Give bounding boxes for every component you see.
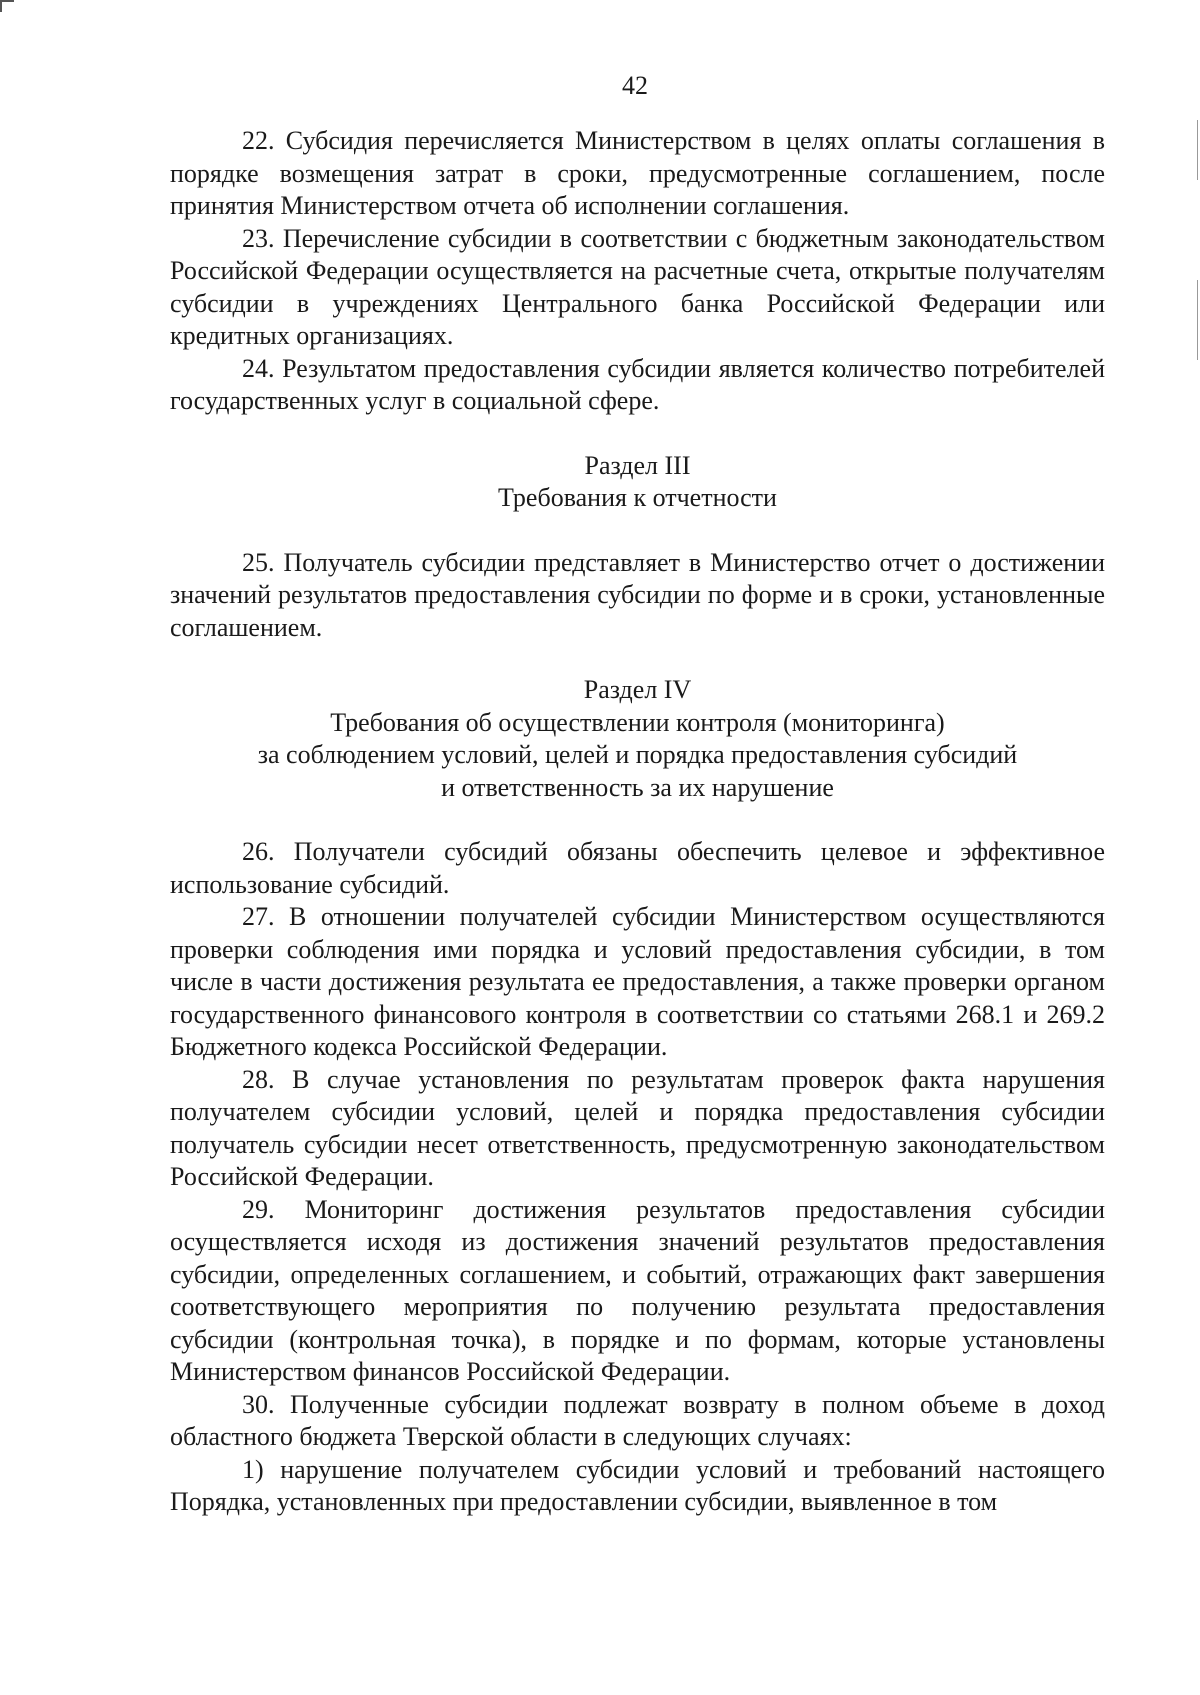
spacer	[170, 418, 1105, 450]
spacer	[170, 644, 1105, 674]
paragraph-30: 30. Полученные субсидии подлежат возврату в полном объеме в доход областного бюджета Тверской области в следующих случаях:	[170, 1389, 1105, 1451]
scan-edge-line	[1197, 120, 1198, 180]
paragraph-22: 22. Субсидия перечисляется Министерством в целях оплаты соглашения в порядке возмещения затрат в сроки, предусмотренные соглашением, после принятия Министерством отчета об исполнении соглашения.	[170, 126, 1105, 220]
paragraph-26: 26. Получатели субсидий обязаны обеспечить целевое и эффективное использование субсидий.	[170, 837, 1105, 899]
scan-edge-line	[1197, 280, 1198, 360]
page-number: 42	[622, 71, 648, 100]
paragraph-28: 28. В случае установления по результатам проверок факта нарушения получателем субсидии условий, целей и порядка предоставления субсидии получатель субсидии несет ответственность, предусмотренную законодательством Российской Федерации.	[170, 1064, 1105, 1191]
paragraph-25: 25. Получатель субсидии представляет в Министерство отчет о достижении значений результатов предоставления субсидии по форме и в сроки, установленные соглашением.	[170, 547, 1105, 642]
section-4-number: Раздел IV	[583, 675, 692, 704]
paragraph-30-item-1: 1) нарушение получателем субсидии условий и требований настоящего Порядка, установленных при предоставлении субсидии, выявленное в том	[170, 1454, 1105, 1516]
spacer	[170, 515, 1105, 547]
paragraph-27: 27. В отношении получателей субсидии Министерством осуществляются проверки соблюдения ими порядка и условий предоставления субсидии, в том числе в части достижения результата ее предоставления, а также проверки органом государственного финансового контроля в соответствии со статьями 268.1 и 269.2 Бюджетного кодекса Российской Федерации.	[170, 902, 1105, 1061]
scan-corner-mark	[0, 0, 14, 12]
document-body	[170, 125, 1105, 1519]
section-4-title-line2: за соблюдением условий, целей и порядка предоставления субсидий	[257, 740, 1018, 769]
section-4-title-line3: и ответственность за их нарушение	[441, 772, 834, 802]
paragraph-29: 29. Мониторинг достижения результатов предоставления субсидии осуществляется исходя из достижения значений результатов предоставления субсидии, определенных соглашением, и событий, отражающих факт завершения соответствующего мероприятия по получению результата предоставления субсидии (контрольная точка), в порядке и по формам, которые установлены Министерством финансов Российской Федерации.	[170, 1194, 1105, 1386]
spacer	[170, 804, 1105, 836]
paragraph-24: 24. Результатом предоставления субсидии является количество потребителей государственных услуг в социальной сфере.	[170, 353, 1105, 415]
paragraph-23: 23. Перечисление субсидии в соответствии с бюджетным законодательством Российской Федерации осуществляется на расчетные счета, открытые получателям субсидии в учреждениях Центрального банка Российской Федерации или кредитных организациях.	[170, 223, 1105, 350]
section-3-number: Раздел III	[584, 450, 691, 480]
section-3-title: Требования к отчетности	[498, 483, 777, 512]
section-4-title-line1: Требования об осуществлении контроля (мониторинга)	[330, 707, 945, 737]
